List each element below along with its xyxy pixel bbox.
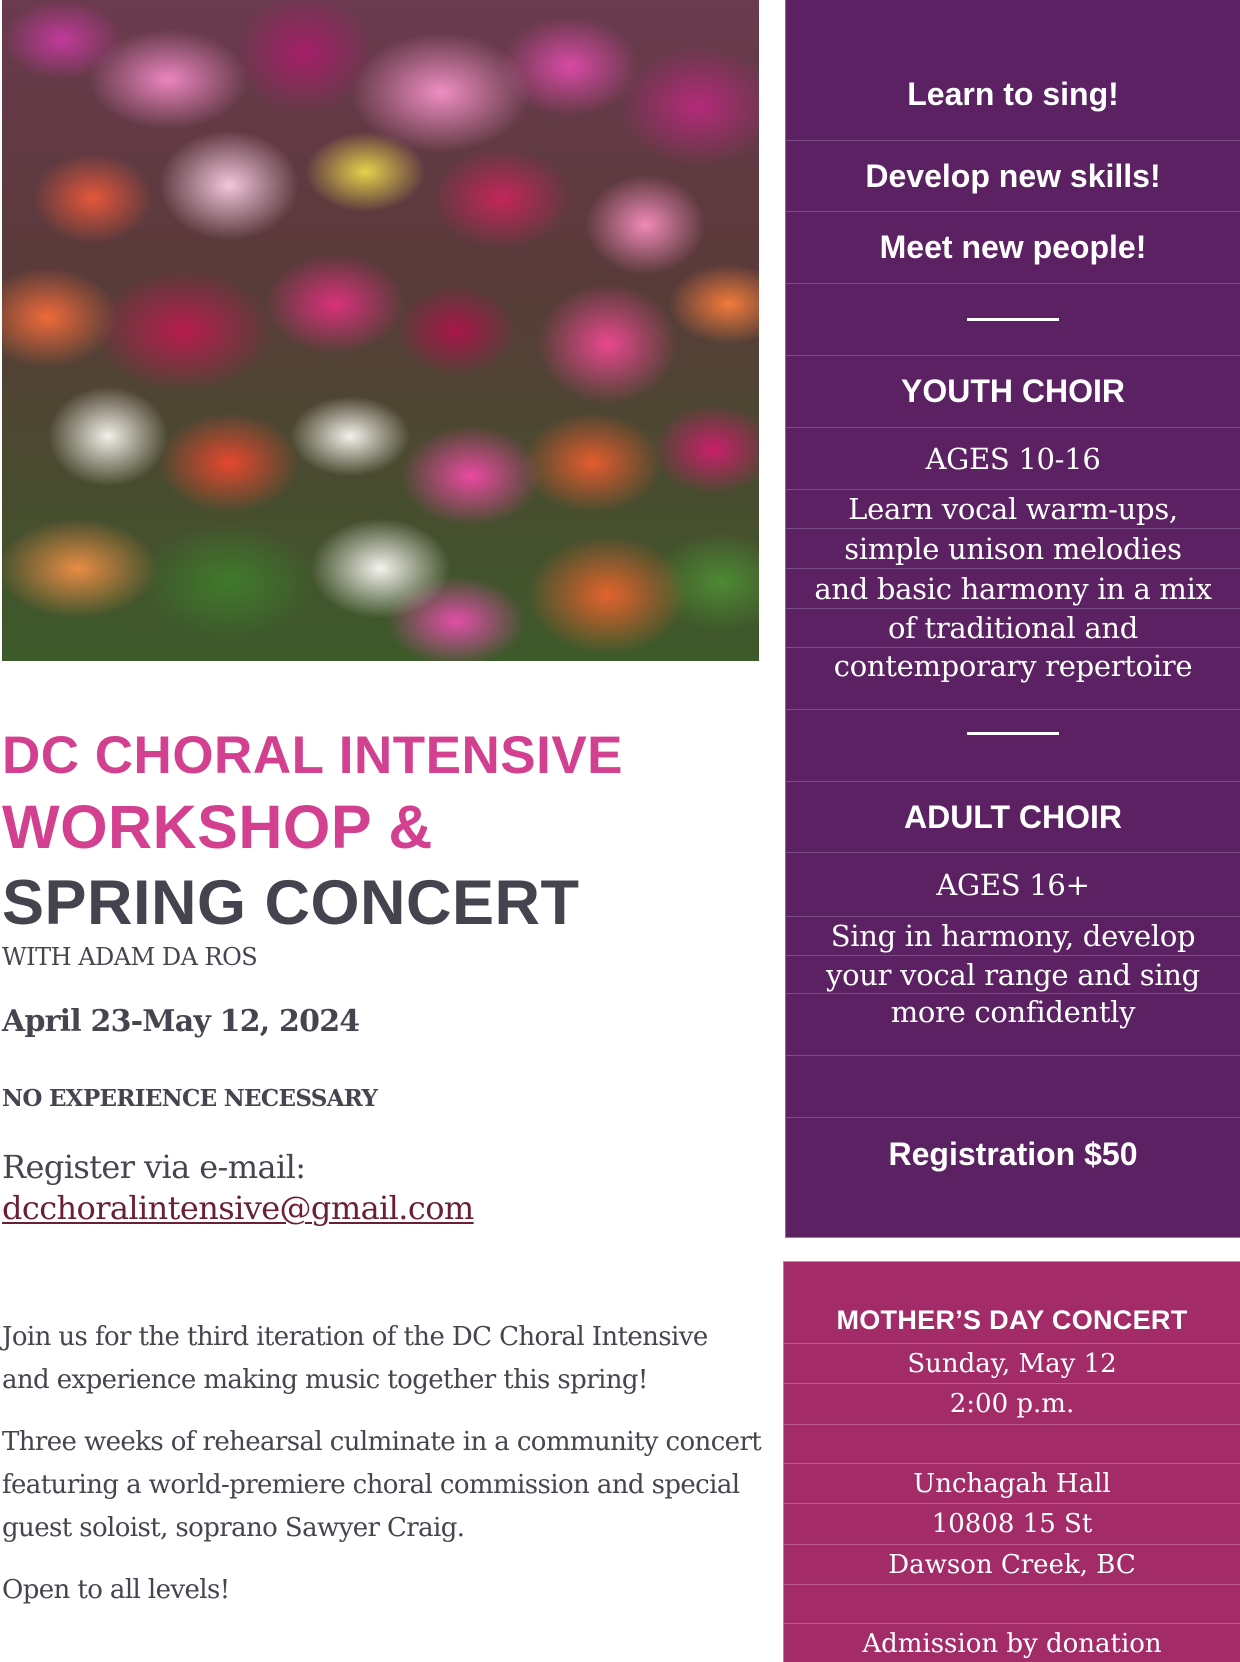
description <box>2 1316 762 1631</box>
concert-city: Dawson Creek, BC <box>784 1544 1240 1584</box>
description-paragraph: Join us for the third iteration of the DC Choral Intensive and experience making music together this spring! <box>2 1322 708 1395</box>
no-experience-note: NO EXPERIENCE NECESSARY <box>2 1085 378 1112</box>
register-block <box>2 1147 474 1229</box>
youth-description-line: of traditional and <box>786 608 1240 647</box>
description-paragraph: Three weeks of rehearsal culminate in a community concert featuring a world-premiere choral commission and special guest soloist, soprano Sawyer Craig. <box>2 1427 762 1543</box>
event-dates: April 23-May 12, 2024 <box>2 1004 360 1039</box>
concert-date: Sunday, May 12 <box>784 1343 1240 1383</box>
flower-photo <box>2 0 759 661</box>
title-line-1: DC CHORAL INTENSIVE <box>2 726 624 785</box>
divider-rule <box>967 732 1059 735</box>
youth-description-line: and basic harmony in a mix <box>786 568 1240 608</box>
spacer-row <box>784 1584 1240 1623</box>
concert-venue: Unchagah Hall <box>784 1463 1240 1503</box>
adult-choir-ages: AGES 16+ <box>786 852 1240 916</box>
spacer-row <box>786 1055 1240 1117</box>
concert-heading: MOTHER’S DAY CONCERT <box>836 1305 1188 1335</box>
email-link[interactable]: dcchoralintensive@gmail.com <box>2 1189 474 1227</box>
register-label: Register via e-mail: <box>2 1148 306 1186</box>
adult-description-line: your vocal range and sing <box>786 955 1240 993</box>
registration-fee: Registration $50 <box>786 1117 1240 1238</box>
adult-choir-heading: ADULT CHOIR <box>786 781 1240 852</box>
divider <box>786 283 1240 355</box>
program-panel <box>785 0 1240 1238</box>
title-line-2: WORKSHOP & <box>2 793 433 861</box>
concert-panel <box>783 1261 1240 1662</box>
youth-description-line: Learn vocal warm-ups, <box>786 489 1240 528</box>
adult-description-line: more confidently <box>786 993 1240 1055</box>
subtitle: WITH ADAM DA ROS <box>2 943 258 971</box>
tagline: Meet new people! <box>786 211 1240 283</box>
divider <box>786 709 1240 781</box>
concert-admission: Admission by donation <box>784 1623 1240 1662</box>
tagline: Develop new skills! <box>786 140 1240 211</box>
adult-description-line: Sing in harmony, develop <box>786 916 1240 955</box>
youth-description-line: simple unison melodies <box>786 528 1240 568</box>
tagline: Learn to sing! <box>907 75 1119 112</box>
concert-address: 10808 15 St <box>784 1503 1240 1544</box>
concert-time: 2:00 p.m. <box>784 1383 1240 1424</box>
title-line-3: SPRING CONCERT <box>2 868 580 938</box>
youth-description-line: contemporary repertoire <box>786 647 1240 709</box>
youth-choir-ages: AGES 10-16 <box>786 427 1240 489</box>
divider-rule <box>967 318 1059 321</box>
spacer-row <box>784 1424 1240 1463</box>
description-paragraph: Open to all levels! <box>2 1575 230 1605</box>
youth-choir-heading: YOUTH CHOIR <box>786 355 1240 427</box>
